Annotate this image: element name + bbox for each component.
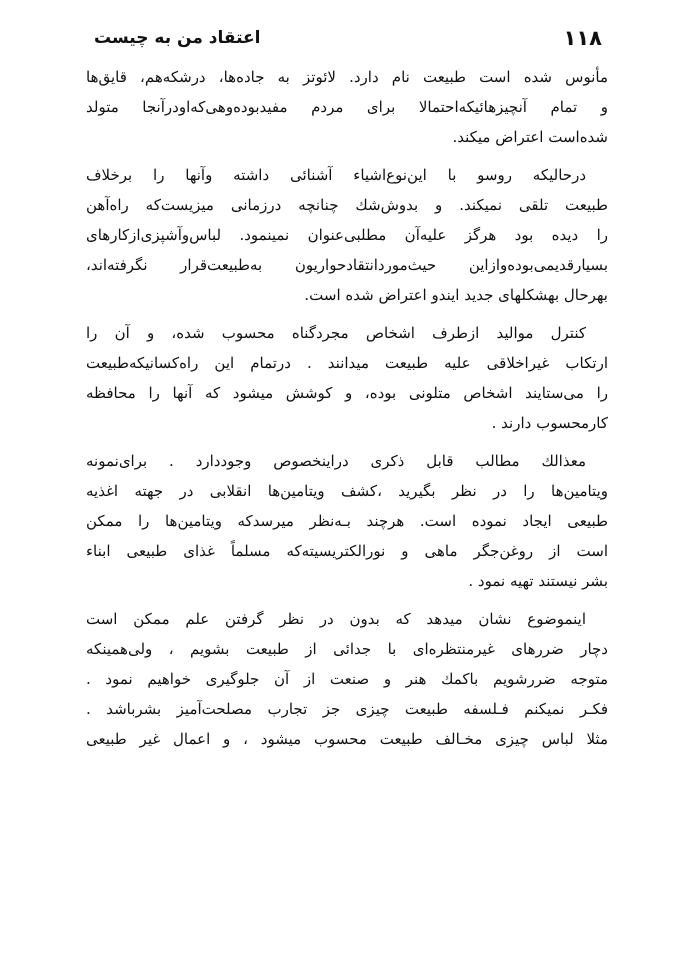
paragraph: [86, 318, 608, 438]
page-number: ۱۱۸: [563, 26, 602, 50]
text-line: دچار ضررهای غیرمنتظره‌ای با جدائی از طبیعت بشویم ، ولی‌همینکه: [86, 640, 608, 658]
paragraph: [86, 62, 608, 152]
text-line: فکـر نمیکنم فـلسفه طبیعت چیزی جز تجارب مصلحت‌آمیز بشرباشد .: [86, 700, 608, 718]
text-line: مأنوس شده است طبیعت نام دارد. لائوتز به جاده‌ها، درشکه‌هم، قایق‌ها: [86, 68, 608, 86]
text-line: را دیده بود هرگز علیه‌آن مطلبی‌عنوان نمینمود. لباس‌وآشپزی‌ازکارهای: [86, 226, 608, 244]
text-line: ویتامین‌ها را در نظر بگیرید ،کشف ویتامین‌ها انقلابی در جهته اغذیه: [86, 482, 608, 500]
text-line: شده‌است اعتراض میکند.: [452, 128, 608, 146]
paragraph: [86, 446, 608, 596]
text-line: طبیعت تلقی نمیکند. و بدوش‌شك چنانچه درزمانی میزیست‌که راه‌آهن: [86, 196, 608, 214]
text-line: بسیارقدیمی‌بوده‌وازاین حیث‌مورد‌انتقادحواریون به‌طبیعت‌قرار نگرفته‌اند،: [86, 256, 608, 274]
paragraph: [86, 604, 608, 754]
text-line: کنترل موالید ازطرف اشخاص مجردگناه محسوب شده، و آن را: [86, 324, 586, 342]
text-line: بشر نیستند تهیه نمود .: [468, 572, 608, 590]
text-line: است از روغن‌جگر ماهی و نورالکتریسیته‌که مسلماً غذای طبیعی ابناء: [86, 542, 608, 560]
text-line: را می‌ستایند اشخاص متلونی بوده، و کوشش میشود که آنها را محافظه: [86, 384, 608, 402]
running-title: اعتقاد من به چیست: [94, 28, 261, 48]
page-header: [86, 26, 602, 58]
text-line: درحالیکه روسو با این‌نوع‌اشیاء آشنائی داشته وآنها را برخلاف: [86, 166, 586, 184]
body-text: [86, 62, 608, 754]
text-line: اینموضوع نشان میدهد که بدون در نظر گرفتن علم ممکن است: [86, 610, 586, 628]
text-line: معذالك مطالب قابل ذکری دراینخصوص وجوددارد . برای‌نمونه: [86, 452, 586, 470]
text-line: و تمام آنچیزهائیکه‌احتمالا برای مردم مفیدبوده‌وهی‌که‌اودرآنجا متولد: [86, 98, 608, 116]
text-line: بهرحال بهشکلهای جدید ایندو اعتراض شده است.: [304, 286, 608, 304]
text-line: متوجه ضررشویم باکمك هنر و صنعت از آن جلوگیری خواهیم نمود .: [86, 670, 608, 688]
text-line: مثلا لباس چیزی مخـالف طبیعت محسوب میشود ، و اعمال غیر طبیعی: [86, 730, 608, 748]
paragraph: [86, 160, 608, 310]
text-line: کارمحسوب دارند .: [491, 414, 608, 432]
text-line: طبیعی ایجاد نموده است. هرچند بـه‌نظر میرسدکه ویتامین‌ها را ممکن: [86, 512, 608, 530]
text-line: ارتکاب غیراخلاقی علیه طبیعت میدانند . درتمام این راه‌کسانیکه‌طبیعت: [86, 354, 608, 372]
